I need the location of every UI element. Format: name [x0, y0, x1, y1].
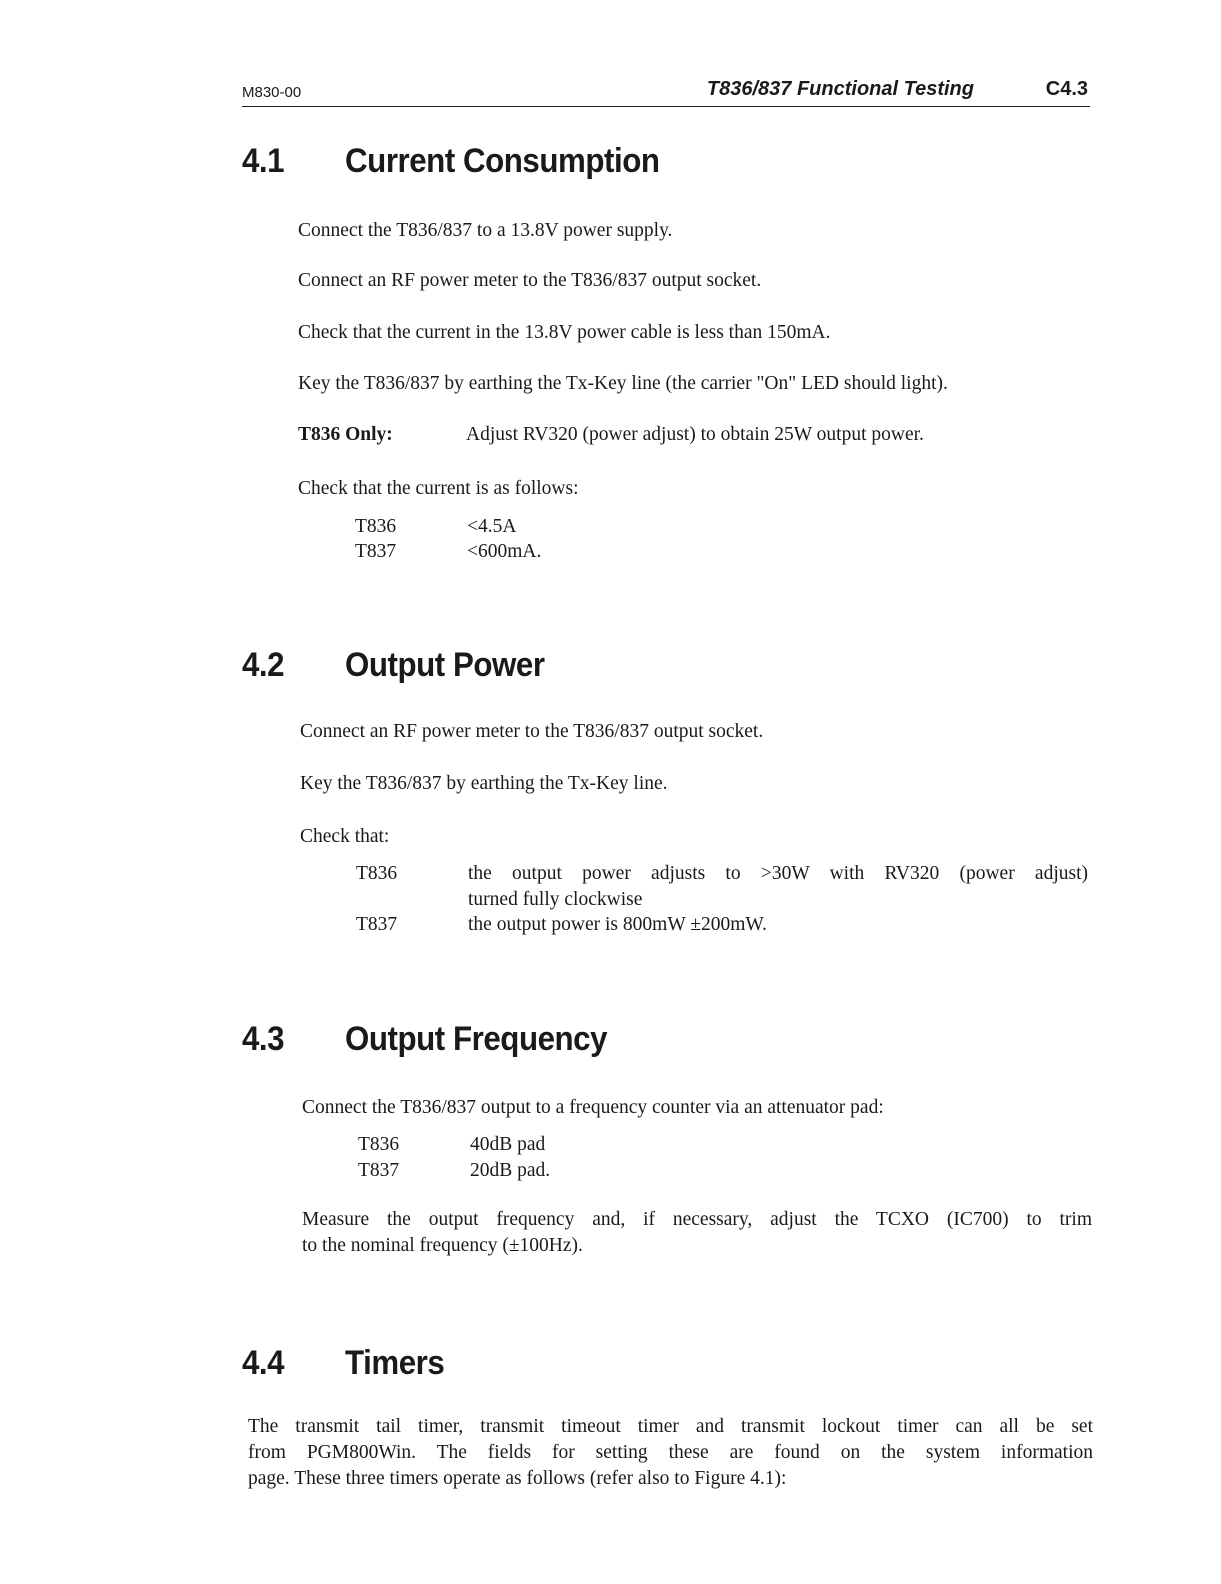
row-value: 20dB pad. — [470, 1160, 551, 1181]
paragraph: Connect an RF power meter to the T836/837 output socket. — [300, 721, 764, 742]
paragraph — [302, 1207, 1092, 1259]
section-number: 4.2 — [242, 646, 285, 684]
row-value: 40dB pad — [470, 1134, 546, 1155]
paragraph: Key the T836/837 by earthing the Tx-Key line. — [300, 773, 668, 794]
table-row — [356, 861, 1091, 913]
row-value: the output power is 800mW ±200mW. — [468, 914, 767, 935]
paragraph: Connect the T836/837 to a 13.8V power supply. — [298, 220, 673, 241]
note-text: Adjust RV320 (power adjust) to obtain 25W output power. — [466, 424, 924, 445]
paragraph-line: The transmit tail timer, transmit timeout timer and transmit lockout timer can all be set — [248, 1416, 1093, 1437]
paragraph-line: Measure the output frequency and, if necessary, adjust the TCXO (IC700) to trim — [302, 1209, 1092, 1230]
header-title: T836/837 Functional Testing — [706, 78, 974, 100]
table-row — [355, 514, 516, 540]
paragraph: Check that the current in the 13.8V power cable is less than 150mA. — [298, 322, 831, 343]
document-id: M830-00 — [242, 84, 302, 101]
table-row — [356, 912, 767, 938]
model-label: T837 — [355, 541, 397, 562]
section-title: Output Power — [345, 646, 545, 684]
paragraph: Check that the current is as follows: — [298, 478, 579, 499]
section-heading-4-3 — [242, 1020, 607, 1059]
section-title: Timers — [345, 1344, 445, 1382]
paragraph: Connect the T836/837 output to a frequency counter via an attenuator pad: — [302, 1097, 884, 1118]
section-number: 4.4 — [242, 1344, 285, 1382]
paragraph-line: to the nominal frequency (±100Hz). — [302, 1235, 583, 1256]
model-label: T836 — [356, 863, 398, 884]
row-value: <600mA. — [467, 541, 542, 562]
page-header — [242, 76, 1090, 107]
paragraph-line: from PGM800Win. The fields for setting these are found on the system information — [248, 1442, 1093, 1463]
section-title: Current Consumption — [345, 142, 660, 180]
model-label: T836 — [355, 516, 397, 537]
table-row — [358, 1132, 545, 1158]
paragraph: Check that: — [300, 826, 390, 847]
section-heading-4-2 — [242, 646, 545, 685]
section-heading-4-4 — [242, 1344, 444, 1383]
section-title: Output Frequency — [345, 1020, 608, 1058]
paragraph: Key the T836/837 by earthing the Tx-Key line (the carrier "On" LED should light). — [298, 373, 948, 394]
model-label: T837 — [358, 1160, 400, 1181]
page-number: C4.3 — [1045, 78, 1088, 100]
row-value: the output power adjusts to >30W with RV320 (power adjust) — [468, 863, 1088, 884]
section-heading-4-1 — [242, 142, 660, 181]
note-row — [298, 422, 924, 448]
row-value-continued: turned fully clockwise — [468, 889, 643, 910]
paragraph — [248, 1414, 1093, 1492]
table-row — [355, 539, 541, 565]
paragraph-line: page. These three timers operate as follows (refer also to Figure 4.1): — [248, 1468, 787, 1489]
table-row — [358, 1158, 550, 1184]
section-number: 4.1 — [242, 142, 285, 180]
model-label: T837 — [356, 914, 398, 935]
note-label: T836 Only: — [298, 424, 393, 445]
row-value: <4.5A — [467, 516, 517, 537]
paragraph: Connect an RF power meter to the T836/837 output socket. — [298, 270, 762, 291]
model-label: T836 — [358, 1134, 400, 1155]
section-number: 4.3 — [242, 1020, 285, 1058]
